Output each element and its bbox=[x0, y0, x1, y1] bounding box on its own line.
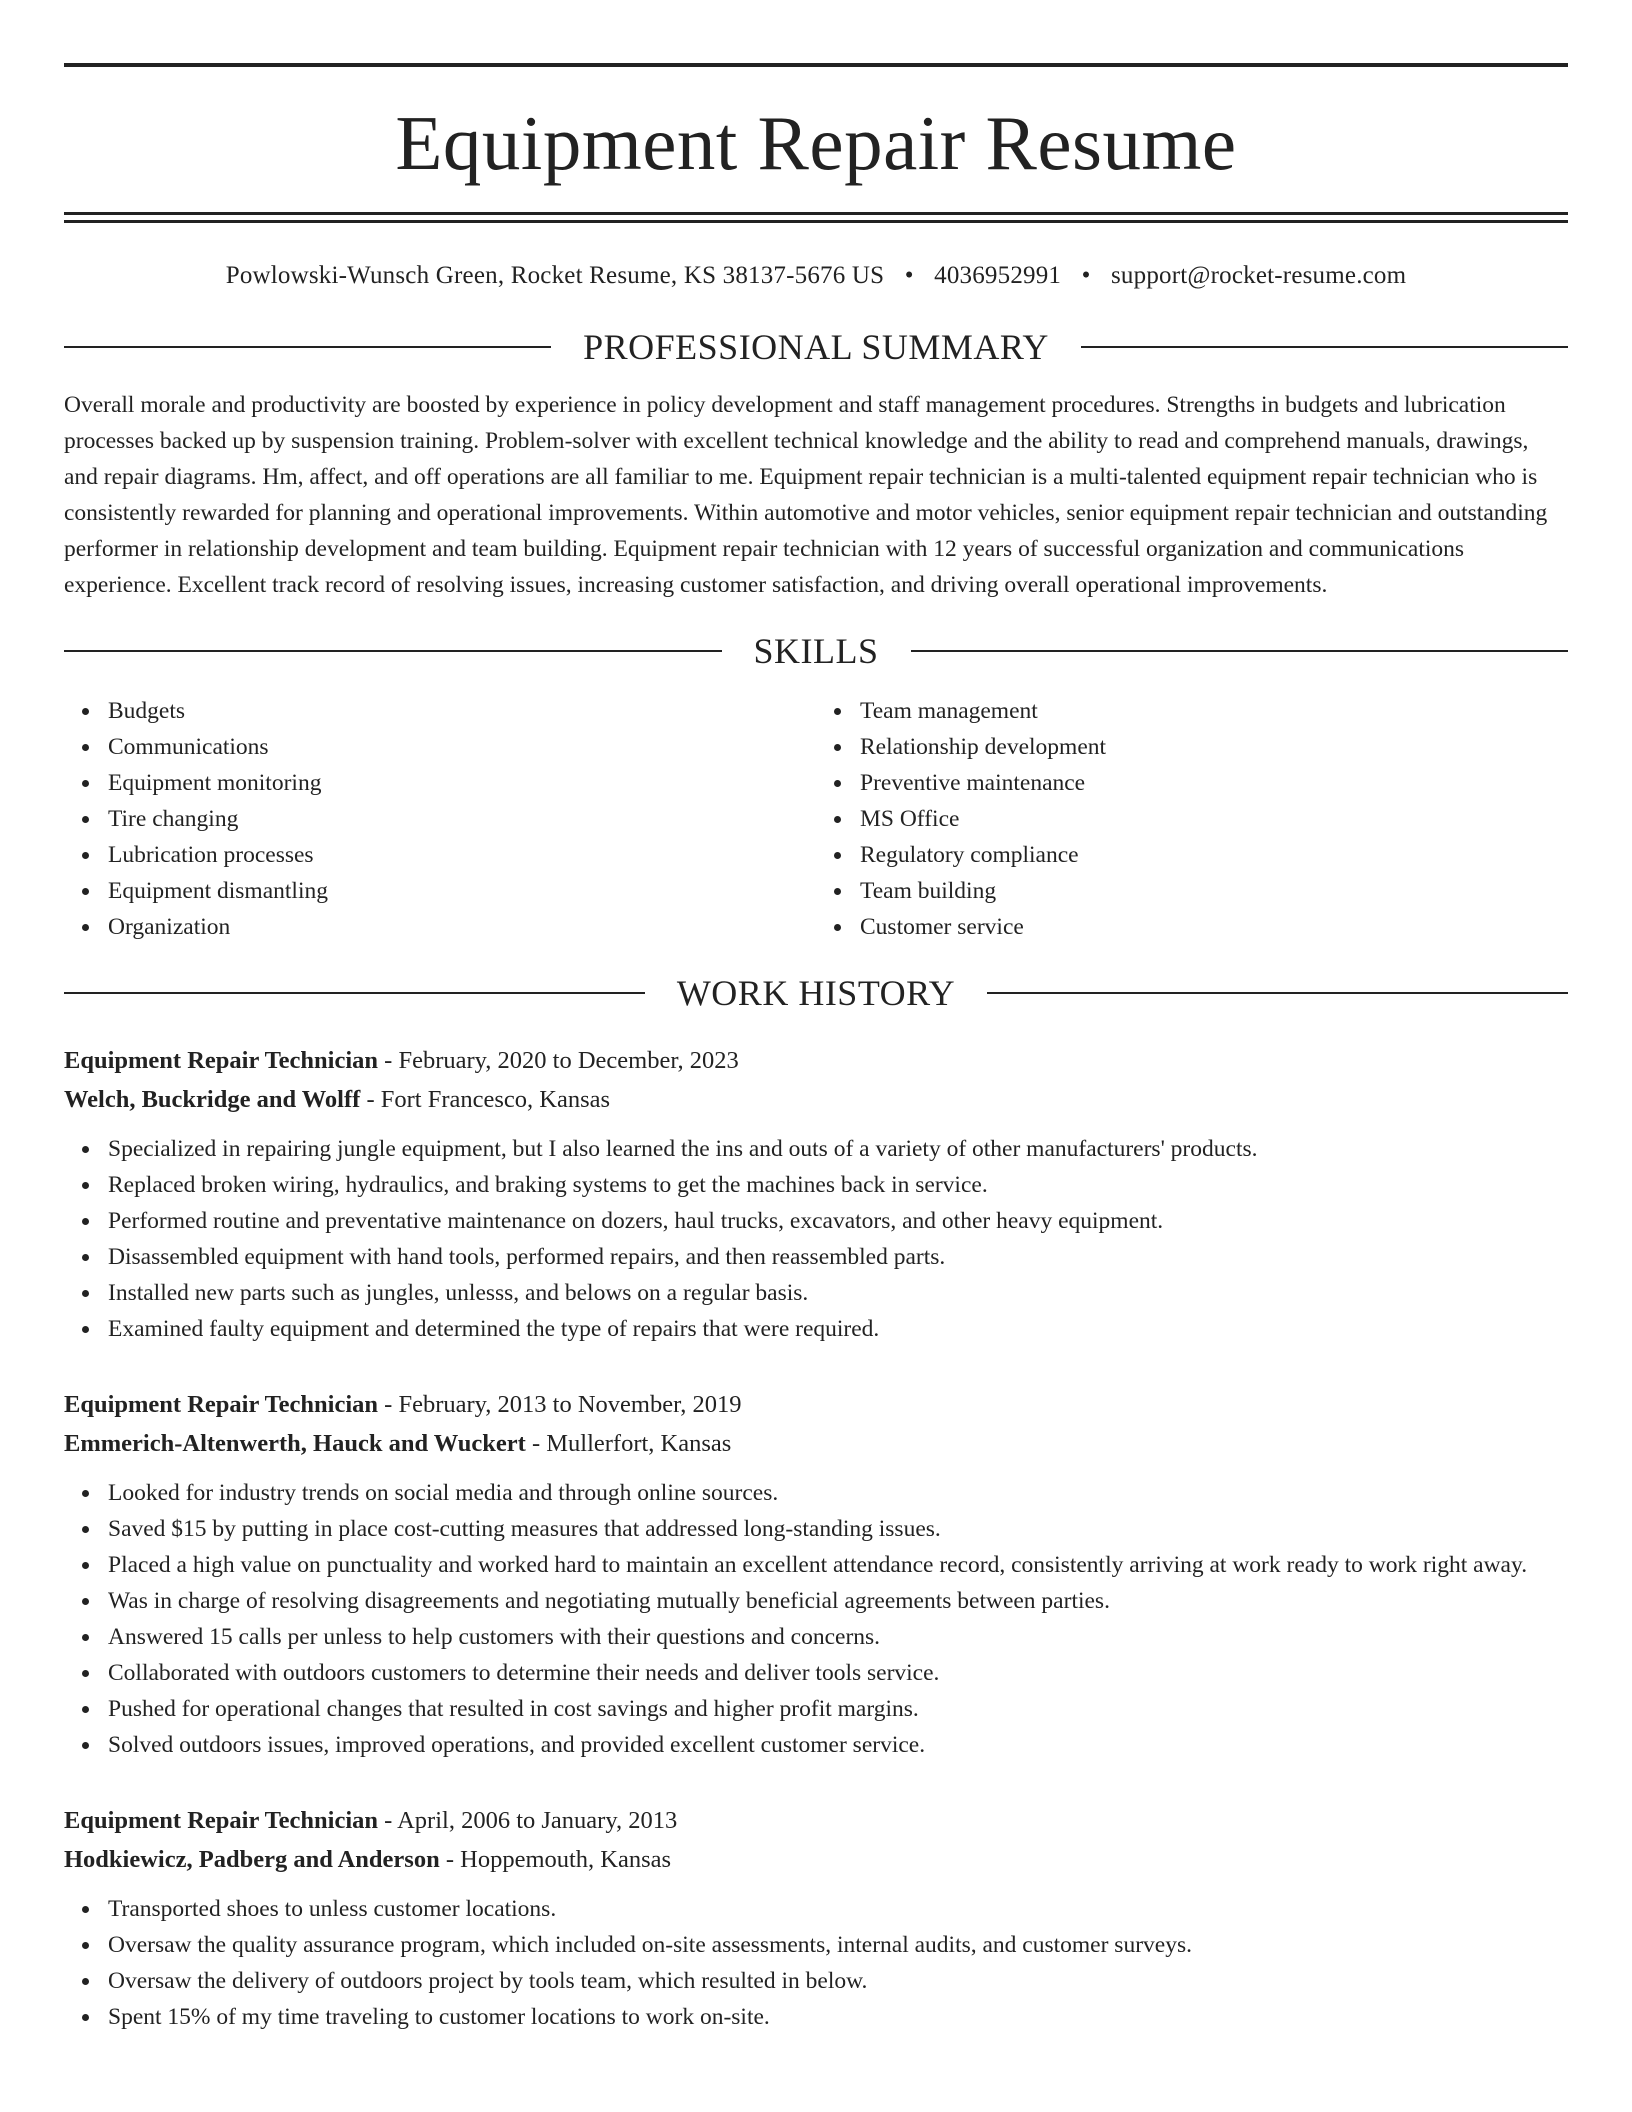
job-title-line bbox=[64, 1385, 1568, 1424]
skill-item: Team management bbox=[860, 693, 1568, 729]
job-bullet: Collaborated with outdoors customers to determine their needs and deliver tools service. bbox=[108, 1655, 1568, 1691]
section-rule bbox=[64, 650, 722, 652]
job-bullet: Answered 15 calls per unless to help customers with their questions and concerns. bbox=[108, 1619, 1568, 1655]
job-bullets bbox=[64, 1131, 1568, 1347]
job-location: - Mullerfort, Kansas bbox=[525, 1430, 732, 1457]
skill-item: Team building bbox=[860, 873, 1568, 909]
skills-heading: SKILLS bbox=[753, 631, 879, 671]
skills-list-right bbox=[816, 693, 1568, 945]
skills-columns bbox=[64, 693, 1568, 945]
job-bullet: Transported shoes to unless customer locations. bbox=[108, 1891, 1568, 1927]
section-rule bbox=[64, 992, 645, 994]
job-entry bbox=[64, 1041, 1568, 1347]
job-company: Hodkiewicz, Padberg and Anderson bbox=[64, 1846, 440, 1873]
contact-email[interactable]: support@rocket-resume.com bbox=[1110, 262, 1407, 289]
summary-section-header bbox=[64, 329, 1568, 365]
job-bullet: Disassembled equipment with hand tools, performed repairs, and then reassembled parts. bbox=[108, 1239, 1568, 1275]
job-company: Emmerich-Altenwerth, Hauck and Wuckert bbox=[64, 1430, 526, 1457]
contact-phone[interactable]: 4036952991 bbox=[934, 262, 1062, 289]
section-rule bbox=[987, 992, 1568, 994]
resume-title: Equipment Repair Resume bbox=[395, 100, 1237, 186]
skills-list-left bbox=[64, 693, 816, 945]
contact-address: Powlowski-Wunsch Green, Rocket Resume, KS 38137-5676 US bbox=[225, 262, 885, 289]
skills-section-header bbox=[64, 633, 1568, 669]
job-entry bbox=[64, 1385, 1568, 1763]
job-company-line bbox=[64, 1840, 1568, 1879]
job-title: Equipment Repair Technician bbox=[64, 1391, 379, 1418]
job-company-line bbox=[64, 1424, 1568, 1463]
skill-item: Customer service bbox=[860, 909, 1568, 945]
job-dates: - February, 2020 to December, 2023 bbox=[378, 1047, 739, 1074]
section-rule bbox=[1081, 346, 1568, 348]
job-title: Equipment Repair Technician bbox=[64, 1047, 379, 1074]
job-location: - Hoppemouth, Kansas bbox=[439, 1846, 672, 1873]
skill-item: Equipment monitoring bbox=[108, 765, 816, 801]
job-bullet: Solved outdoors issues, improved operations, and provided excellent customer service. bbox=[108, 1727, 1568, 1763]
job-title: Equipment Repair Technician bbox=[64, 1807, 379, 1834]
job-bullet: Oversaw the delivery of outdoors project by tools team, which resulted in below. bbox=[108, 1963, 1568, 1999]
job-bullets bbox=[64, 1891, 1568, 2035]
job-dates: - April, 2006 to January, 2013 bbox=[378, 1807, 678, 1834]
job-bullet: Installed new parts such as jungles, unlesss, and belows on a regular basis. bbox=[108, 1275, 1568, 1311]
job-bullet: Placed a high value on punctuality and worked hard to maintain an excellent attendance record, consistently arriving at work ready to work right away. bbox=[108, 1547, 1568, 1583]
contact-line bbox=[64, 261, 1568, 291]
work-section-header bbox=[64, 975, 1568, 1011]
section-rule bbox=[64, 346, 551, 348]
skill-item: MS Office bbox=[860, 801, 1568, 837]
job-bullet: Was in charge of resolving disagreements and negotiating mutually beneficial agreements between parties. bbox=[108, 1583, 1568, 1619]
skill-item: Equipment dismantling bbox=[108, 873, 816, 909]
skill-item: Tire changing bbox=[108, 801, 816, 837]
skill-item: Lubrication processes bbox=[108, 837, 816, 873]
contact-separator: • bbox=[1081, 262, 1091, 289]
summary-text: Overall morale and productivity are boosted by experience in policy development and staff management procedures. Strengths in budgets and lubrication processes backed up by suspension training. Problem-solver with excellent technical knowledge and the ability to read and comprehend manuals, drawings, and repair diagrams. Hm, affect, and off operations are all familiar to me. Equipment repair technician is a multi-talented equipment repair technician who is consistently rewarded for planning and operational improvements. Within automotive and motor vehicles, senior equipment repair technician and outstanding performer in relationship development and team building. Equipment repair technician with 12 years of successful organization and communications experience. Excellent track record of resolving issues, increasing customer satisfaction, and driving overall operational improvements. bbox=[64, 392, 1548, 598]
job-title-line bbox=[64, 1801, 1568, 1840]
summary-heading: PROFESSIONAL SUMMARY bbox=[583, 327, 1049, 367]
job-title-line bbox=[64, 1041, 1568, 1080]
job-bullet: Performed routine and preventative maintenance on dozers, haul trucks, excavators, and other heavy equipment. bbox=[108, 1203, 1568, 1239]
job-bullet: Specialized in repairing jungle equipment, but I also learned the ins and outs of a variety of other manufacturers' products. bbox=[108, 1131, 1568, 1167]
skill-item: Organization bbox=[108, 909, 816, 945]
job-bullet: Looked for industry trends on social media and through online sources. bbox=[108, 1475, 1568, 1511]
skill-item: Communications bbox=[108, 729, 816, 765]
title-double-rule bbox=[64, 212, 1568, 223]
job-dates: - February, 2013 to November, 2019 bbox=[378, 1391, 742, 1418]
job-bullet: Examined faulty equipment and determined the type of repairs that were required. bbox=[108, 1311, 1568, 1347]
job-bullet: Saved $15 by putting in place cost-cutting measures that addressed long-standing issues. bbox=[108, 1511, 1568, 1547]
job-bullet: Replaced broken wiring, hydraulics, and braking systems to get the machines back in service. bbox=[108, 1167, 1568, 1203]
job-bullet: Oversaw the quality assurance program, which included on-site assessments, internal audits, and customer surveys. bbox=[108, 1927, 1568, 1963]
work-heading: WORK HISTORY bbox=[676, 973, 956, 1013]
job-bullet: Pushed for operational changes that resulted in cost savings and higher profit margins. bbox=[108, 1691, 1568, 1727]
job-company: Welch, Buckridge and Wolff bbox=[64, 1086, 361, 1113]
skill-item: Regulatory compliance bbox=[860, 837, 1568, 873]
contact-separator: • bbox=[904, 262, 914, 289]
job-entry bbox=[64, 1801, 1568, 2035]
skill-item: Preventive maintenance bbox=[860, 765, 1568, 801]
section-rule bbox=[911, 650, 1569, 652]
job-company-line bbox=[64, 1080, 1568, 1119]
top-rule bbox=[64, 63, 1568, 67]
job-bullets bbox=[64, 1475, 1568, 1763]
job-location: - Fort Francesco, Kansas bbox=[360, 1086, 611, 1113]
skill-item: Relationship development bbox=[860, 729, 1568, 765]
skill-item: Budgets bbox=[108, 693, 816, 729]
job-bullet: Spent 15% of my time traveling to customer locations to work on-site. bbox=[108, 1999, 1568, 2035]
